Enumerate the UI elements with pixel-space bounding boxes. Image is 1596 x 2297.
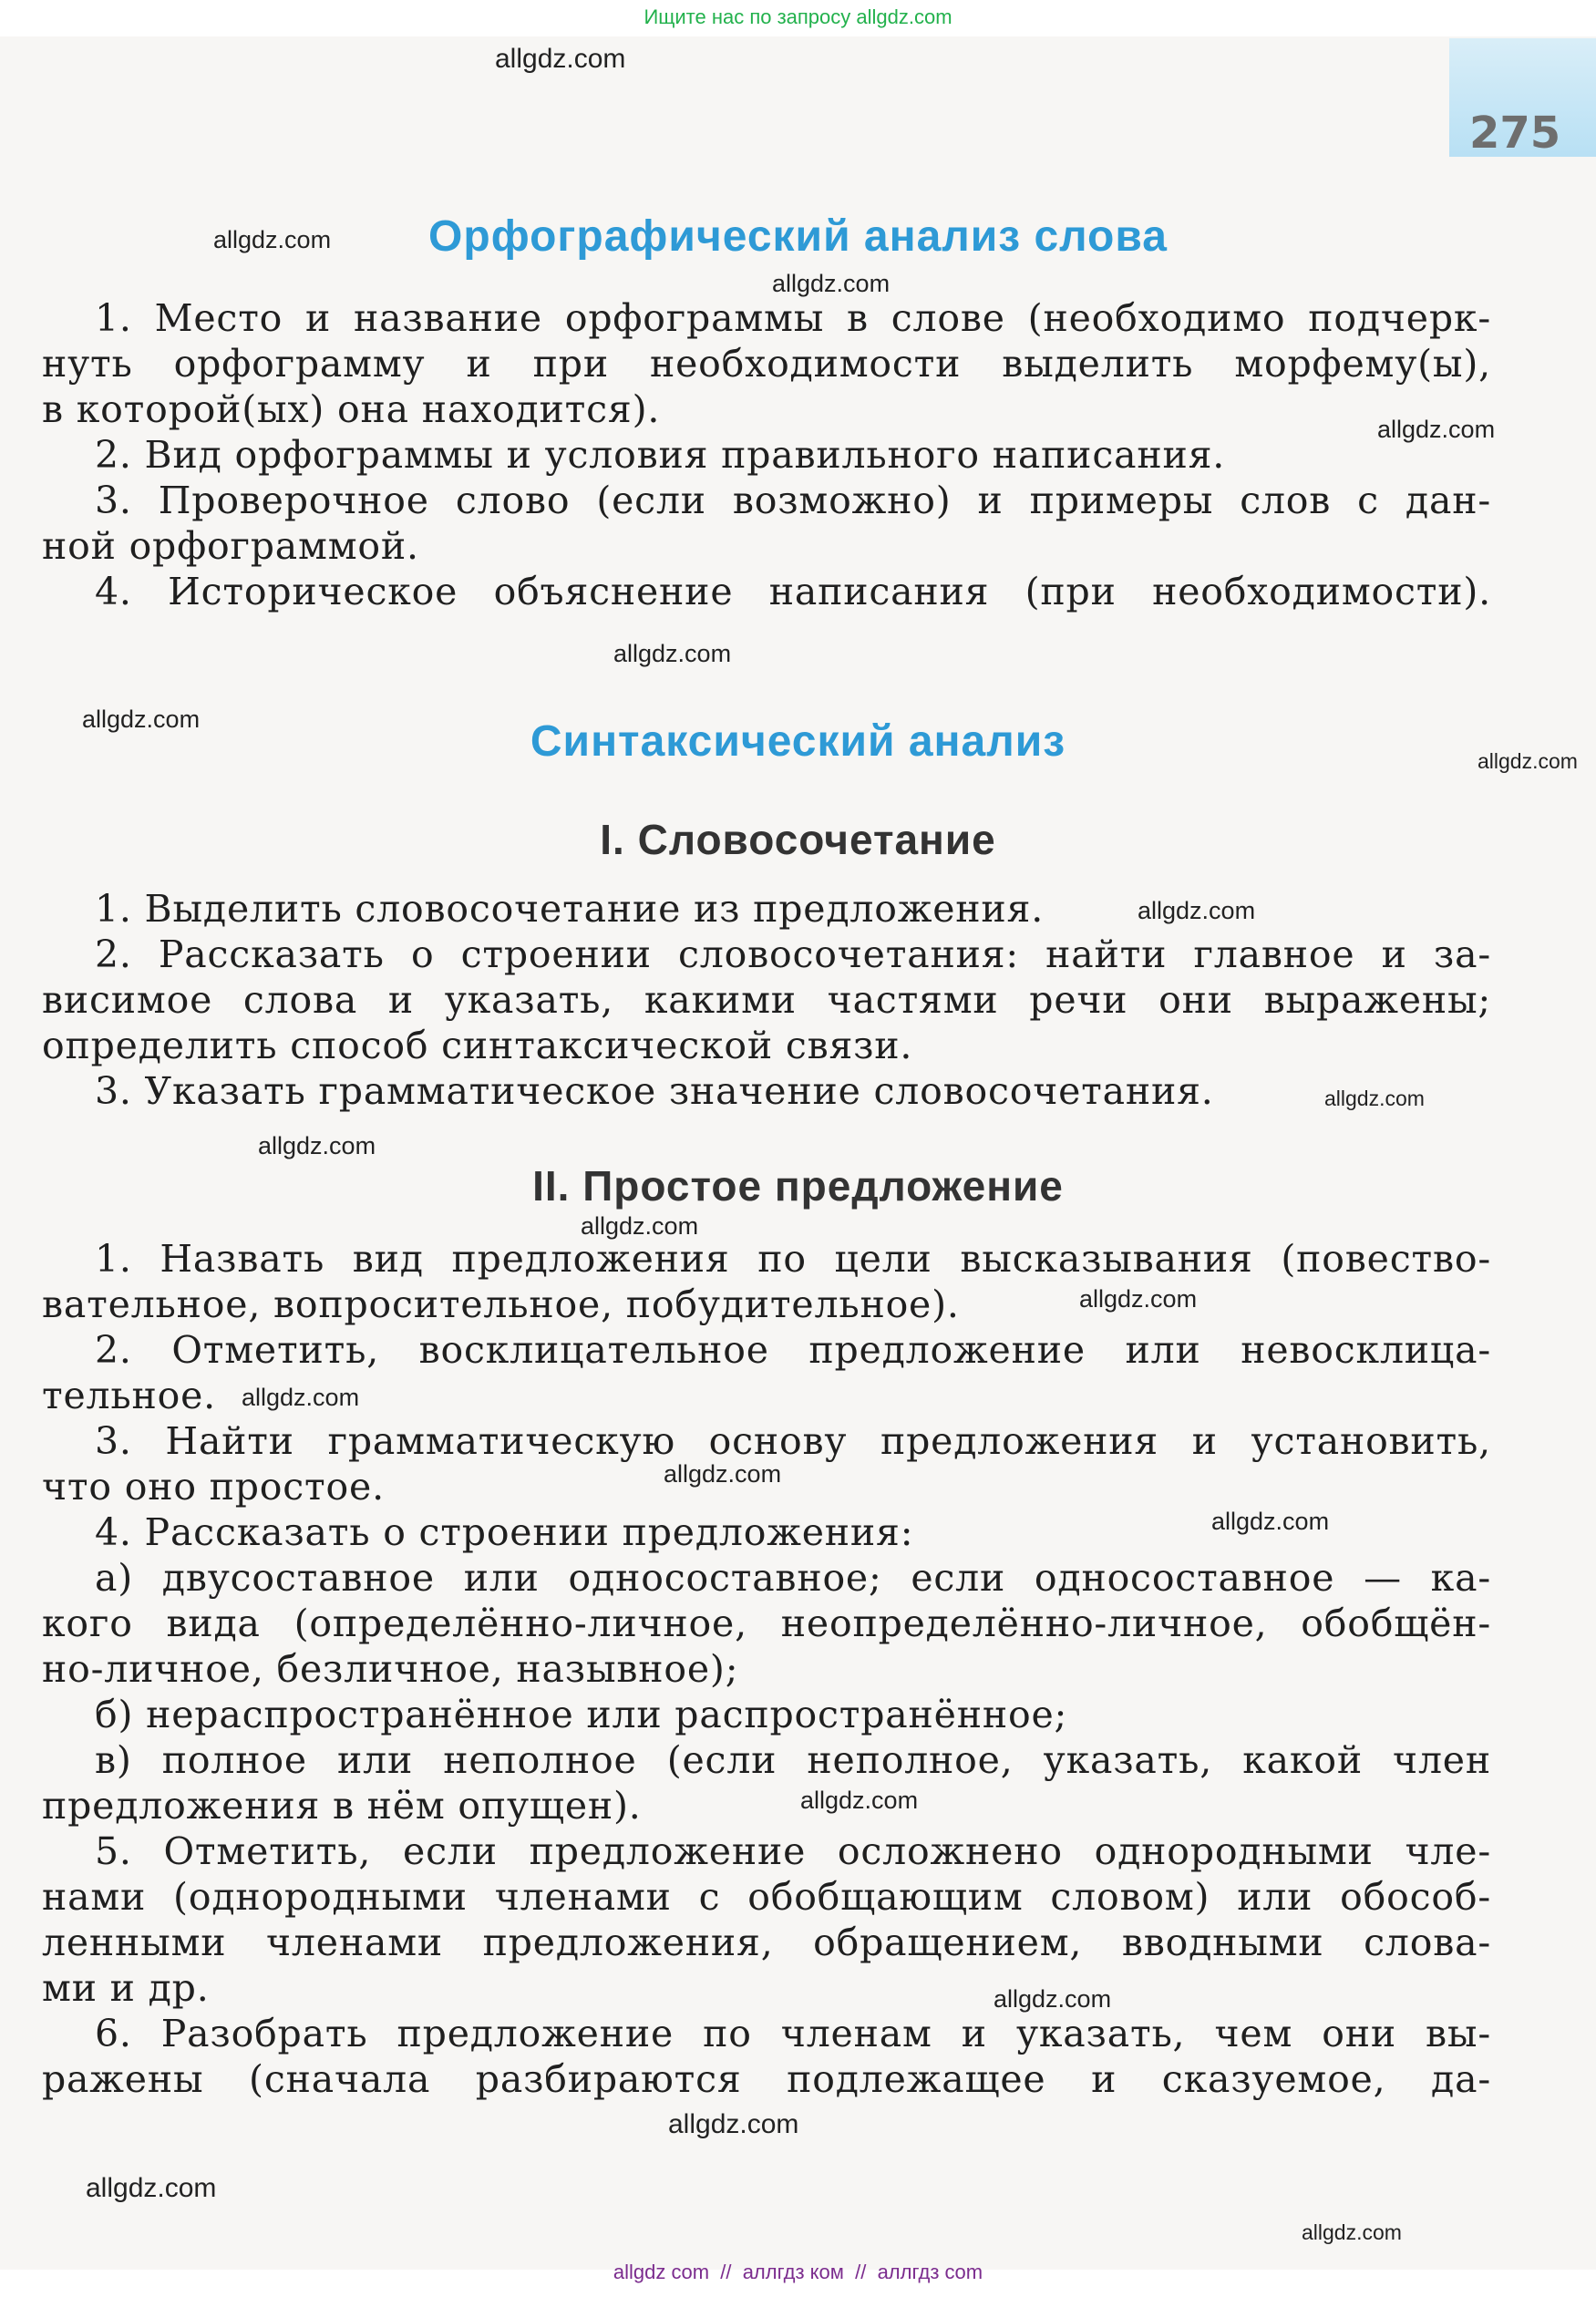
text-line: вательное, вопросительное, побудительное).: [42, 1282, 960, 1326]
watermark: allgdz.com: [772, 270, 891, 297]
paragraph-sentence-4a: [42, 1555, 1491, 1692]
watermark: allgdz.com: [800, 1787, 919, 1814]
text-line: тельное.: [42, 1374, 217, 1417]
text-line: 5. Отметить, если предложение осложнено однородными чле-: [95, 1829, 1491, 1873]
text-line: 3. Найти грамматическую основу предложения и установить,: [95, 1419, 1491, 1463]
paragraph-sentence-4b: [42, 1692, 1491, 1737]
paragraph-orth-1: [42, 295, 1491, 432]
text-line: ражены (сначала разбираются подлежащее и сказуемое, да-: [42, 2057, 1491, 2101]
watermark: allgdz.com: [1211, 1508, 1330, 1535]
text-line: 1. Назвать вид предложения по цели высказывания (повество-: [95, 1237, 1491, 1281]
paragraph-sentence-4c: [42, 1737, 1491, 1828]
watermark: allgdz.com: [258, 1132, 376, 1159]
watermark: allgdz.com: [613, 640, 732, 667]
text-line: 6. Разобрать предложение по членам и указать, чем они вы-: [95, 2012, 1491, 2055]
top-banner: Ищите нас по запросу allgdz.com: [644, 5, 952, 28]
watermark: allgdz.com: [86, 2173, 217, 2203]
paragraph-orth-3: [42, 478, 1491, 569]
text-line: 4. Историческое объяснение написания (при необходимости).: [95, 570, 1491, 613]
subsection-title-phrase: I. Словосочетание: [600, 816, 996, 863]
text-line: кого вида (определённо-личное, неопределённо-личное, обобщён-: [42, 1602, 1491, 1645]
watermark: allgdz.com: [1324, 1087, 1425, 1110]
paragraph-sentence-1: [42, 1236, 1491, 1327]
text-line: 2. Отметить, восклицательное предложение или невосклица-: [95, 1328, 1491, 1372]
watermark: allgdz.com: [213, 226, 332, 253]
paragraph-phrase-3: [42, 1068, 1491, 1114]
text-line: 2. Вид орфограммы и условия правильного написания.: [95, 433, 1226, 477]
paragraph-phrase-1: [42, 886, 1491, 932]
text-line: что оно простое.: [42, 1465, 385, 1509]
watermark: allgdz.com: [1302, 2220, 1402, 2244]
subsection-title-simple-sentence: II. Простое предложение: [532, 1162, 1064, 1210]
paragraph-orth-2: [42, 432, 1491, 478]
watermark: allgdz.com: [668, 2109, 799, 2139]
text-line: 1. Выделить словосочетание из предложения.: [95, 887, 1045, 931]
text-line: предложения в нём опущен).: [42, 1784, 642, 1828]
text-line: ной орфограммой.: [42, 524, 419, 568]
text-line: определить способ синтаксической связи.: [42, 1024, 913, 1067]
text-line: но-личное, безличное, назывное);: [42, 1647, 739, 1691]
watermark: allgdz.com: [664, 1460, 782, 1488]
text-line: нуть орфограмму и при необходимости выделить морфему(ы),: [42, 342, 1491, 386]
paragraph-orth-4: [42, 569, 1491, 614]
watermark: allgdz.com: [1478, 749, 1578, 773]
watermark: allgdz.com: [1377, 416, 1496, 443]
paragraph-sentence-6: [42, 2011, 1491, 2102]
watermark: allgdz.com: [242, 1384, 360, 1411]
bottom-banner: allgdz com // аллгдз ком // аллгдз com: [613, 2261, 983, 2283]
text-line: ми и др.: [42, 1966, 210, 2010]
text-line: 3. Проверочное слово (если возможно) и примеры слов с дан-: [95, 479, 1491, 522]
text-line: б) нераспространённое или распространённое;: [95, 1693, 1068, 1736]
section-title-syntactic: Синтаксический анализ: [530, 717, 1066, 766]
watermark: allgdz.com: [1138, 897, 1256, 924]
watermark: allgdz.com: [994, 1985, 1112, 2013]
paragraph-sentence-5: [42, 1828, 1491, 2011]
text-line: 4. Рассказать о строении предложения:: [95, 1510, 914, 1554]
watermark: allgdz.com: [1079, 1285, 1198, 1313]
section-title-orthographic: Орфографический анализ слова: [428, 212, 1168, 261]
text-line: висимое слова и указать, какими частями речи они выражены;: [42, 978, 1491, 1022]
watermark: allgdz.com: [581, 1212, 699, 1240]
text-line: 3. Указать грамматическое значение словосочетания.: [95, 1069, 1214, 1113]
text-line: а) двусоставное или односоставное; если односоставное — ка-: [95, 1556, 1491, 1600]
paragraph-phrase-2: [42, 932, 1491, 1068]
text-line: нами (однородными членами с обобщающим словом) или обособ-: [42, 1875, 1491, 1919]
watermark: allgdz.com: [82, 706, 201, 733]
text-line: в) полное или неполное (если неполное, указать, какой член: [95, 1738, 1491, 1782]
page-number: 275: [1469, 108, 1561, 159]
text-line: в которой(ых) она находится).: [42, 387, 661, 431]
text-line: 1. Место и название орфограммы в слове (необходимо подчерк-: [95, 296, 1491, 340]
text-line: 2. Рассказать о строении словосочетания: найти главное и за-: [95, 932, 1491, 976]
text-line: ленными членами предложения, обращением, вводными слова-: [42, 1921, 1491, 1964]
watermark: allgdz.com: [495, 44, 626, 74]
